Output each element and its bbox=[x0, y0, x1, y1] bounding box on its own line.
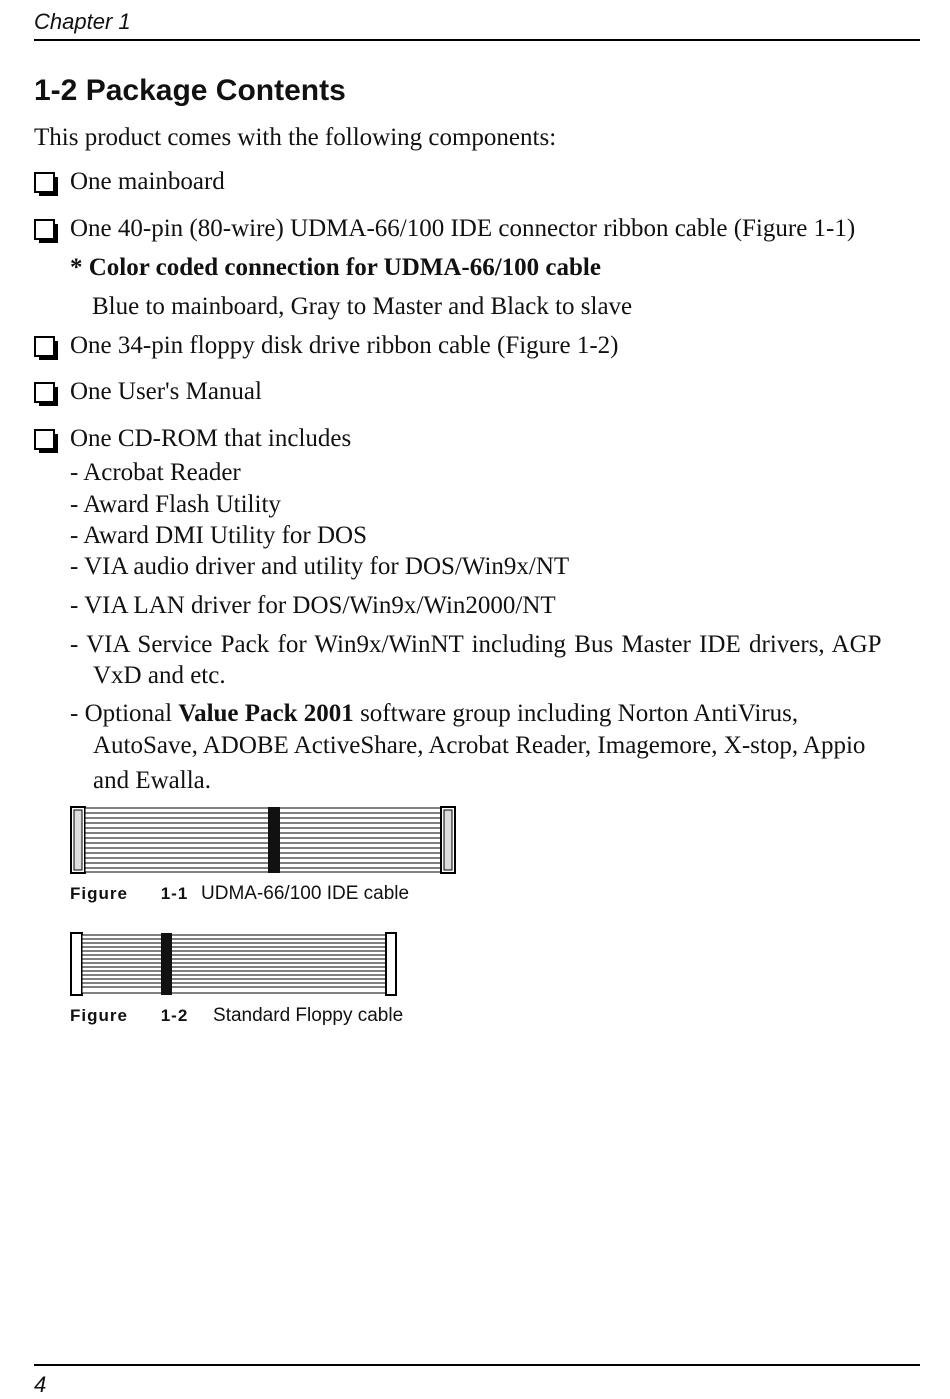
figure-caption-text: UDMA-66/100 IDE cable bbox=[201, 883, 410, 904]
list-item-text: One 40-pin (80-wire) UDMA-66/100 IDE connector ribbon cable (Figure 1-1) bbox=[70, 215, 856, 242]
ide-cable-connector-right bbox=[441, 807, 455, 873]
floppy-cable-connector-left bbox=[71, 933, 82, 995]
figure-label: Figure bbox=[70, 1006, 128, 1025]
list-item bbox=[34, 168, 225, 196]
color-note-heading: * Color coded connection for UDMA-66/100 cable bbox=[70, 254, 601, 281]
cd-content-item: - Award Flash Utility bbox=[70, 491, 281, 518]
list-item-text: One CD-ROM that includes bbox=[70, 425, 352, 452]
figure-label: Figure bbox=[70, 884, 128, 903]
list-item bbox=[34, 332, 619, 360]
checkbox-bullet-icon bbox=[34, 382, 55, 403]
optional-line bbox=[70, 700, 798, 728]
running-head: Chapter 1 bbox=[34, 9, 131, 34]
floppy-cable-ribbon bbox=[82, 935, 386, 993]
cd-content-item: - VIA Service Pack for Win9x/WinNT including Bus Master IDE drivers, AGP bbox=[70, 631, 882, 658]
checkbox-bullet-icon bbox=[34, 336, 55, 357]
figure-caption bbox=[70, 883, 409, 905]
checkbox-bullet-icon bbox=[34, 219, 55, 240]
ide-cable-illustration bbox=[70, 806, 456, 874]
intro-text: This product comes with the following components: bbox=[34, 124, 557, 151]
ide-cable-ribbon bbox=[85, 808, 441, 872]
figure-number: 1-1 bbox=[160, 884, 189, 903]
list-item bbox=[34, 215, 855, 243]
cd-content-item: - Acrobat Reader bbox=[70, 459, 241, 486]
figure-caption bbox=[70, 1005, 403, 1027]
list-item-text: One mainboard bbox=[70, 168, 225, 195]
figure-caption-text: Standard Floppy cable bbox=[213, 1005, 404, 1026]
header-rule bbox=[34, 39, 920, 41]
ide-cable-connector-middle bbox=[268, 807, 280, 873]
optional-line-3: and Ewalla. bbox=[93, 767, 212, 794]
list-item-text: One User's Manual bbox=[70, 378, 262, 405]
figure-number: 1-2 bbox=[160, 1006, 189, 1025]
floppy-cable-connector-middle bbox=[161, 933, 172, 995]
floppy-cable-illustration bbox=[70, 932, 398, 996]
color-note-detail: Blue to mainboard, Gray to Master and Black to slave bbox=[92, 293, 633, 320]
ide-cable-connector-left bbox=[71, 807, 85, 873]
footer-rule bbox=[34, 1364, 920, 1366]
checkbox-bullet-icon bbox=[34, 172, 55, 193]
optional-line-2: AutoSave, ADOBE ActiveShare, Acrobat Reader, Imagemore, X-stop, Appio bbox=[93, 732, 866, 759]
list-item-text: One 34-pin floppy disk drive ribbon cable (Figure 1-2) bbox=[70, 332, 619, 359]
floppy-cable-connector-right bbox=[386, 933, 396, 995]
optional-bold: Value Pack 2001 bbox=[178, 700, 354, 727]
cd-content-item: - Award DMI Utility for DOS bbox=[70, 522, 367, 549]
cd-content-item: - VIA LAN driver for DOS/Win9x/Win2000/NT bbox=[70, 592, 556, 619]
section-title: 1-2 Package Contents bbox=[34, 74, 346, 107]
checkbox-bullet-icon bbox=[34, 429, 55, 450]
cd-content-item: - VIA audio driver and utility for DOS/Win9x/NT bbox=[70, 553, 570, 580]
page-number: 4 bbox=[34, 1372, 47, 1397]
optional-suffix: software group including Norton AntiVirus, bbox=[360, 700, 799, 727]
list-item bbox=[34, 378, 262, 406]
list-item bbox=[34, 425, 351, 453]
cd-content-item-continued: VxD and etc. bbox=[93, 662, 226, 689]
optional-prefix: - Optional bbox=[70, 700, 173, 727]
